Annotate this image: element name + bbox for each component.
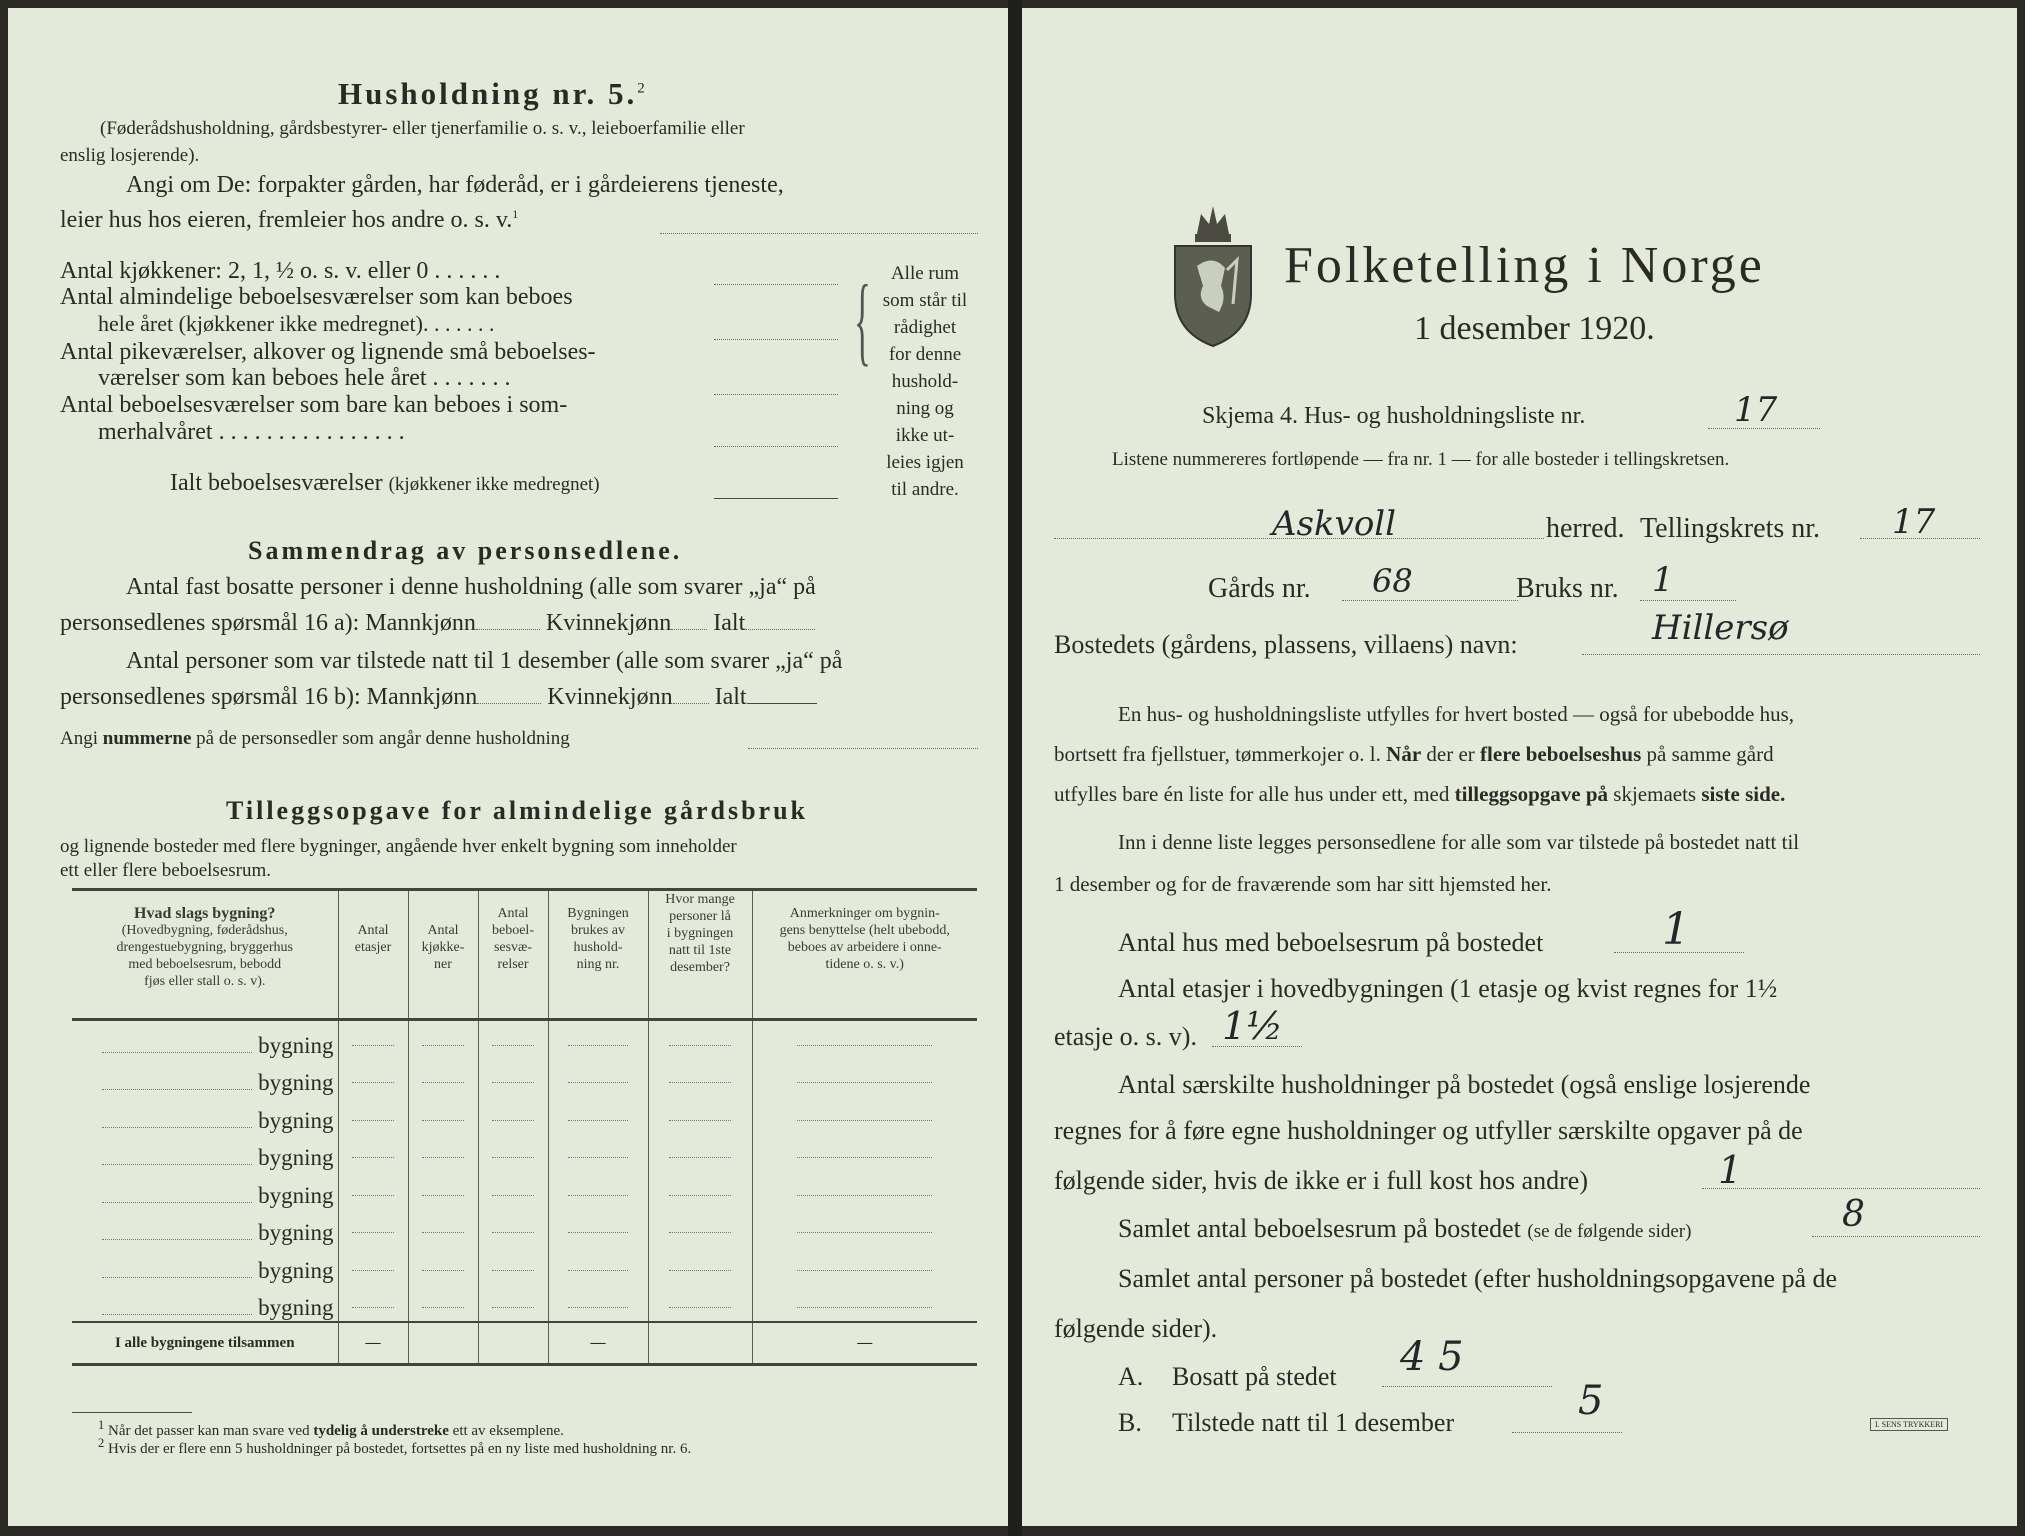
table-row bbox=[72, 1246, 977, 1284]
rooms-small-2: værelser som kan beboes hele året . . . . . . . bbox=[98, 365, 511, 391]
table-cell bbox=[648, 1059, 752, 1097]
building-type-line bbox=[102, 1127, 252, 1128]
table-cell bbox=[408, 1020, 478, 1059]
cell-line bbox=[492, 1157, 533, 1158]
cell-line bbox=[422, 1157, 463, 1158]
cell-line bbox=[568, 1082, 627, 1083]
header-household-no: Bygningen brukes av hushold- ning nr. bbox=[548, 890, 648, 1020]
building-label: bygning bbox=[258, 1032, 334, 1058]
schema-number: 17 bbox=[1734, 390, 1778, 430]
q-households-value: 1 bbox=[1718, 1148, 1743, 1192]
table-cell bbox=[408, 1134, 478, 1172]
table-cell bbox=[548, 1134, 648, 1172]
q-hus-line bbox=[1614, 952, 1744, 953]
q-households-1: Antal særskilte husholdninger på bostedet (også enslige losjerende bbox=[1118, 1070, 1811, 1099]
q-rooms-line bbox=[1812, 1236, 1980, 1237]
building-type-cell bbox=[72, 1209, 338, 1247]
building-label: bygning bbox=[258, 1295, 334, 1320]
cell-line bbox=[422, 1120, 463, 1121]
table-cell bbox=[648, 1284, 752, 1323]
cell-line bbox=[669, 1195, 731, 1196]
building-type-line bbox=[102, 1277, 252, 1278]
cell-line bbox=[422, 1082, 463, 1083]
building-type-line bbox=[102, 1089, 252, 1090]
table-cell bbox=[548, 1020, 648, 1059]
table-cell bbox=[478, 1171, 548, 1209]
building-type-line bbox=[102, 1202, 252, 1203]
b-value: 5 bbox=[1578, 1378, 1604, 1424]
table-cell bbox=[478, 1209, 548, 1247]
listene-text: Listene nummereres fortløpende — fra nr. 1 — for alle bosteder i tellingskretsen. bbox=[1112, 449, 1730, 470]
gards-label: Gårds nr. bbox=[1208, 573, 1311, 604]
left-page bbox=[8, 8, 1008, 1526]
table-header-row bbox=[72, 890, 977, 1020]
cell-line bbox=[568, 1157, 627, 1158]
cell-line bbox=[352, 1082, 393, 1083]
cell-line bbox=[352, 1045, 393, 1046]
para1-line2: bortsett fra fjellstuer, tømmerkojer o. l. Når der er flere beboelseshus på samme gård bbox=[1054, 742, 1774, 766]
building-label: bygning bbox=[258, 1182, 334, 1208]
cell-line bbox=[797, 1082, 932, 1083]
cell-line bbox=[492, 1045, 533, 1046]
header-building-type: Hvad slags bygning? (Hovedbygning, føderådshus, drengestuebygning, bryggerhus med beboelsesrum, bebodd fjøs eller stall o. s. v). bbox=[72, 890, 338, 1020]
total-household: — bbox=[548, 1322, 648, 1365]
cell-line bbox=[422, 1232, 463, 1233]
footnote-rule bbox=[72, 1412, 192, 1413]
summary-title: Sammendrag av personsedlene. bbox=[248, 536, 683, 565]
building-type-cell bbox=[72, 1020, 338, 1059]
kitchens-line bbox=[714, 284, 838, 285]
cell-line bbox=[797, 1157, 932, 1158]
para1-line1: En hus- og husholdningsliste utfylles for hvert bosted — også for ubebodde hus, bbox=[1118, 702, 1794, 726]
household-intro-2: enslig losjerende). bbox=[60, 145, 200, 166]
cell-line bbox=[797, 1120, 932, 1121]
table-cell bbox=[338, 1059, 408, 1097]
building-type-cell bbox=[72, 1059, 338, 1097]
bosted-value: Hillersø bbox=[1652, 608, 1789, 648]
footnote-2: $^2$ Hvis der er flere enn 5 husholdninger på bostedet, fortsettes på en ny liste med husholdning nr. 6. bbox=[98, 1436, 692, 1457]
a-line bbox=[1382, 1386, 1552, 1387]
cell-line bbox=[352, 1232, 393, 1233]
table-cell bbox=[478, 1284, 548, 1323]
building-label: bygning bbox=[258, 1107, 334, 1133]
bruks-line bbox=[1640, 600, 1736, 601]
side-note: Alle rum som står til rådighet for denne hushold- ning og ikke ut- leies igjen til andre. bbox=[882, 263, 968, 500]
table-cell bbox=[752, 1134, 977, 1172]
total-label: I alle bygningene tilsammen bbox=[72, 1322, 338, 1365]
cell-line bbox=[422, 1307, 463, 1308]
cell-line bbox=[568, 1307, 627, 1308]
supplement-text-1: og lignende bosteder med flere bygninger, angående hver enkelt bygning som inneholder bbox=[60, 836, 737, 857]
building-type-cell bbox=[72, 1171, 338, 1209]
bruks-label: Bruks nr. bbox=[1516, 573, 1619, 604]
coat-of-arms-icon bbox=[1167, 194, 1259, 350]
angi-numbers-line bbox=[748, 748, 978, 749]
cell-line bbox=[797, 1307, 932, 1308]
bosted-label: Bostedets (gårdens, plassens, villaens) navn: bbox=[1054, 630, 1518, 659]
q-persons-2: følgende sider). bbox=[1054, 1314, 1218, 1343]
q-households-line bbox=[1702, 1188, 1980, 1189]
table-cell bbox=[338, 1020, 408, 1059]
q-persons-1: Samlet antal personer på bostedet (efter husholdningsopgavene på de bbox=[1118, 1264, 1838, 1293]
a-text: Bosatt på stedet bbox=[1172, 1362, 1337, 1391]
herred-value: Askvoll bbox=[1272, 504, 1397, 544]
footnote-1: $^1$ Når det passer kan man svare ved tydelig å understreke ett av eksemplene. bbox=[98, 1418, 564, 1439]
tellingskrets-label: Tellingskrets nr. bbox=[1640, 513, 1821, 544]
cell-line bbox=[422, 1195, 463, 1196]
b-text: Tilstede natt til 1 desember bbox=[1172, 1408, 1455, 1437]
cell-line bbox=[797, 1232, 932, 1233]
rooms-small: Antal pikeværelser, alkover og lignende små beboelses- bbox=[60, 339, 596, 365]
schema-label: Skjema 4. Hus- og husholdningsliste nr. bbox=[1202, 403, 1586, 429]
table-cell bbox=[478, 1059, 548, 1097]
small-line bbox=[714, 394, 838, 395]
para2-line1: Inn i denne liste legges personsedlene for alle som var tilstede på bostedet natt til bbox=[1118, 830, 1800, 854]
supplement-title: Tilleggsopgave for almindelige gårdsbruk bbox=[226, 796, 809, 825]
table-row bbox=[72, 1059, 977, 1097]
cell-line bbox=[669, 1232, 731, 1233]
table-cell bbox=[648, 1246, 752, 1284]
cell-line bbox=[422, 1270, 463, 1271]
table-cell bbox=[408, 1246, 478, 1284]
rooms-ordinary-2: hele året (kjøkkener ikke medregnet). . . . . . . bbox=[98, 311, 495, 336]
cell-line bbox=[669, 1307, 731, 1308]
angi-numbers: Angi nummerne på de personsedler som angår denne husholdning bbox=[60, 728, 570, 749]
census-title: Folketelling i Norge bbox=[1284, 237, 1765, 294]
buildings-table bbox=[72, 888, 977, 1366]
q-rooms-value: 8 bbox=[1842, 1194, 1865, 1235]
building-type-line bbox=[102, 1239, 252, 1240]
cell-line bbox=[669, 1045, 731, 1046]
q-households-3: følgende sider, hvis de ikke er i full kost hos andre) bbox=[1054, 1166, 1588, 1195]
table-total-row bbox=[72, 1322, 977, 1365]
total-floors: — bbox=[338, 1322, 408, 1365]
cell-line bbox=[352, 1270, 393, 1271]
table-cell bbox=[548, 1096, 648, 1134]
table-cell bbox=[752, 1246, 977, 1284]
table-cell bbox=[408, 1209, 478, 1247]
table-cell bbox=[648, 1171, 752, 1209]
table-cell bbox=[752, 1059, 977, 1097]
header-kitchens: Antal kjøkke- ner bbox=[408, 890, 478, 1020]
cell-line bbox=[492, 1082, 533, 1083]
summary-line-2: Antal personer som var tilstede natt til 1 desember (alle som svarer „ja“ på bbox=[126, 648, 843, 674]
building-type-line bbox=[102, 1314, 252, 1315]
cell-line bbox=[568, 1270, 627, 1271]
table-cell bbox=[478, 1020, 548, 1059]
cell-line bbox=[352, 1120, 393, 1121]
b-label: B. bbox=[1118, 1408, 1142, 1437]
cell-line bbox=[568, 1120, 627, 1121]
table-cell bbox=[752, 1209, 977, 1247]
rooms-summer: Antal beboelsesværelser som bare kan beboes i som- bbox=[60, 392, 568, 418]
header-floors: Antal etasjer bbox=[338, 890, 408, 1020]
a-value: 4 5 bbox=[1400, 1334, 1464, 1380]
herred-line bbox=[1054, 538, 1544, 539]
total-remarks: — bbox=[752, 1322, 977, 1365]
table-cell bbox=[338, 1134, 408, 1172]
q-etasjer-2: etasje o. s. v). bbox=[1054, 1022, 1197, 1051]
summer-line bbox=[714, 446, 838, 447]
ialt-rooms-line bbox=[714, 498, 838, 499]
angi-text-2: leier hus hos eieren, fremleier hos andre o. s. v.$^1$ bbox=[60, 207, 519, 233]
tellingskrets-line bbox=[1860, 538, 1980, 539]
table-cell bbox=[548, 1059, 648, 1097]
table-cell bbox=[408, 1171, 478, 1209]
table-row bbox=[72, 1171, 977, 1209]
bosted-line bbox=[1582, 654, 1980, 655]
total-persons bbox=[648, 1322, 752, 1365]
q-etasjer-value: 1½ bbox=[1222, 1004, 1284, 1048]
cell-line bbox=[568, 1045, 627, 1046]
building-label: bygning bbox=[258, 1145, 334, 1170]
right-page bbox=[1022, 8, 2017, 1526]
table-cell bbox=[338, 1171, 408, 1209]
a-label: A. bbox=[1118, 1362, 1144, 1391]
table-cell bbox=[648, 1020, 752, 1059]
cell-line bbox=[352, 1157, 393, 1158]
table-cell bbox=[548, 1246, 648, 1284]
table-cell bbox=[752, 1096, 977, 1134]
cell-line bbox=[492, 1270, 533, 1271]
cell-line bbox=[797, 1045, 932, 1046]
cell-line bbox=[422, 1045, 463, 1046]
building-type-cell bbox=[72, 1134, 338, 1172]
herred-label: herred. bbox=[1546, 513, 1625, 544]
table-cell bbox=[338, 1209, 408, 1247]
table-cell bbox=[548, 1284, 648, 1323]
total-kitchens bbox=[408, 1322, 478, 1365]
gards-line bbox=[1342, 600, 1518, 601]
printer-stamp: I. SENS TRYKKERI bbox=[1870, 1418, 1948, 1431]
table-row bbox=[72, 1096, 977, 1134]
building-type-line bbox=[102, 1164, 252, 1165]
cell-line bbox=[568, 1232, 627, 1233]
q-households-2: regnes for å føre egne husholdninger og utfyller særskilte opgaver på de bbox=[1054, 1116, 1803, 1145]
table-cell bbox=[752, 1020, 977, 1059]
supplement-text-2: ett eller flere beboelsesrum. bbox=[60, 860, 272, 881]
table-cell bbox=[548, 1209, 648, 1247]
table-cell bbox=[648, 1096, 752, 1134]
angi-answer-line bbox=[660, 233, 978, 234]
cell-line bbox=[797, 1195, 932, 1196]
ordinary-line bbox=[714, 339, 838, 340]
gards-value: 68 bbox=[1372, 562, 1413, 600]
q-etasjer-1: Antal etasjer i hovedbygningen (1 etasje og kvist regnes for 1½ bbox=[1118, 974, 1778, 1003]
q-etasjer-line bbox=[1212, 1046, 1302, 1047]
household-intro: (Føderådshusholdning, gårdsbestyrer- eller tjenerfamilie o. s. v., leieboerfamilie eller bbox=[100, 118, 745, 139]
rooms-ordinary: Antal almindelige beboelsesværelser som kan beboes bbox=[60, 284, 573, 310]
para2-line2: 1 desember og for de fraværende som har sitt hjemsted her. bbox=[1054, 872, 1552, 896]
ialt-rooms: Ialt beboelsesværelser (kjøkkener ikke medregnet) bbox=[170, 470, 600, 496]
table-cell bbox=[478, 1246, 548, 1284]
cell-line bbox=[669, 1157, 731, 1158]
building-label: bygning bbox=[258, 1220, 334, 1245]
household-title: Husholdning nr. 5.$^2$ bbox=[338, 76, 645, 111]
para1-line3: utfylles bare én liste for alle hus under ett, med tilleggsopgave på skjemaets siste side. bbox=[1054, 782, 1786, 806]
cell-line bbox=[352, 1307, 393, 1308]
cell-line bbox=[568, 1195, 627, 1196]
table-cell bbox=[338, 1096, 408, 1134]
rooms-kitchens: Antal kjøkkener: 2, 1, ½ o. s. v. eller 0 . . . . . . bbox=[60, 258, 501, 284]
cell-line bbox=[492, 1232, 533, 1233]
header-rooms: Antal beboel- sesvæ- relser bbox=[478, 890, 548, 1020]
table-cell bbox=[408, 1059, 478, 1097]
summary-line-2b: personsedlenes spørsmål 16 b): Mannkjønn Kvinnekjønn Ialt bbox=[60, 684, 817, 711]
q-hus: Antal hus med beboelsesrum på bostedet bbox=[1118, 928, 1544, 957]
table-cell bbox=[478, 1134, 548, 1172]
cell-line bbox=[492, 1307, 533, 1308]
building-label: bygning bbox=[258, 1257, 334, 1283]
cell-line bbox=[492, 1195, 533, 1196]
table-cell bbox=[408, 1284, 478, 1323]
cell-line bbox=[492, 1120, 533, 1121]
cell-line bbox=[669, 1270, 731, 1271]
table-cell bbox=[548, 1171, 648, 1209]
table-cell bbox=[648, 1134, 752, 1172]
table-cell bbox=[752, 1284, 977, 1323]
table-row bbox=[72, 1209, 977, 1247]
cell-line bbox=[669, 1120, 731, 1121]
building-type-cell bbox=[72, 1284, 338, 1323]
table-cell bbox=[648, 1209, 752, 1247]
total-rooms bbox=[478, 1322, 548, 1365]
table-cell bbox=[752, 1171, 977, 1209]
bruks-value: 1 bbox=[1652, 560, 1674, 600]
summary-line-1b: personsedlenes spørsmål 16 a): Mannkjønn Kvinnekjønn Ialt bbox=[60, 610, 815, 637]
header-persons: Hvor mange personer lå i bygningen natt til 1ste desember? bbox=[648, 890, 752, 1020]
table-row bbox=[72, 1020, 977, 1059]
table-row bbox=[72, 1134, 977, 1172]
cell-line bbox=[797, 1270, 932, 1271]
table-cell bbox=[478, 1096, 548, 1134]
rooms-summer-2: merhalvåret . . . . . . . . . . . . . . . . bbox=[98, 419, 405, 445]
b-line bbox=[1512, 1432, 1622, 1433]
table-cell bbox=[338, 1246, 408, 1284]
table-row bbox=[72, 1284, 977, 1323]
angi-text-1: Angi om De: forpakter gården, har føderåd, er i gårdeierens tjeneste, bbox=[126, 172, 784, 198]
table-cell bbox=[338, 1284, 408, 1323]
book-spine bbox=[1008, 0, 1022, 1536]
cell-line bbox=[352, 1195, 393, 1196]
building-label: bygning bbox=[258, 1070, 334, 1095]
header-remarks: Anmerkninger om bygnin- gens benyttelse (helt ubebodd, beboes av arbeidere i onne- tidene o. s. v.) bbox=[752, 890, 977, 1020]
table-cell bbox=[408, 1096, 478, 1134]
summary-line-1: Antal fast bosatte personer i denne husholdning (alle som svarer „ja“ på bbox=[126, 574, 816, 600]
cell-line bbox=[669, 1082, 731, 1083]
q-hus-value: 1 bbox=[1662, 904, 1690, 955]
schema-number-line bbox=[1708, 428, 1820, 429]
building-type-line bbox=[102, 1052, 252, 1053]
building-type-cell bbox=[72, 1096, 338, 1134]
census-date: 1 desember 1920. bbox=[1414, 310, 1655, 347]
building-type-cell bbox=[72, 1246, 338, 1284]
brace: { bbox=[854, 264, 871, 375]
q-rooms: Samlet antal beboelsesrum på bostedet (se de følgende sider) bbox=[1118, 1214, 1692, 1243]
tellingskrets-value: 17 bbox=[1892, 502, 1936, 542]
